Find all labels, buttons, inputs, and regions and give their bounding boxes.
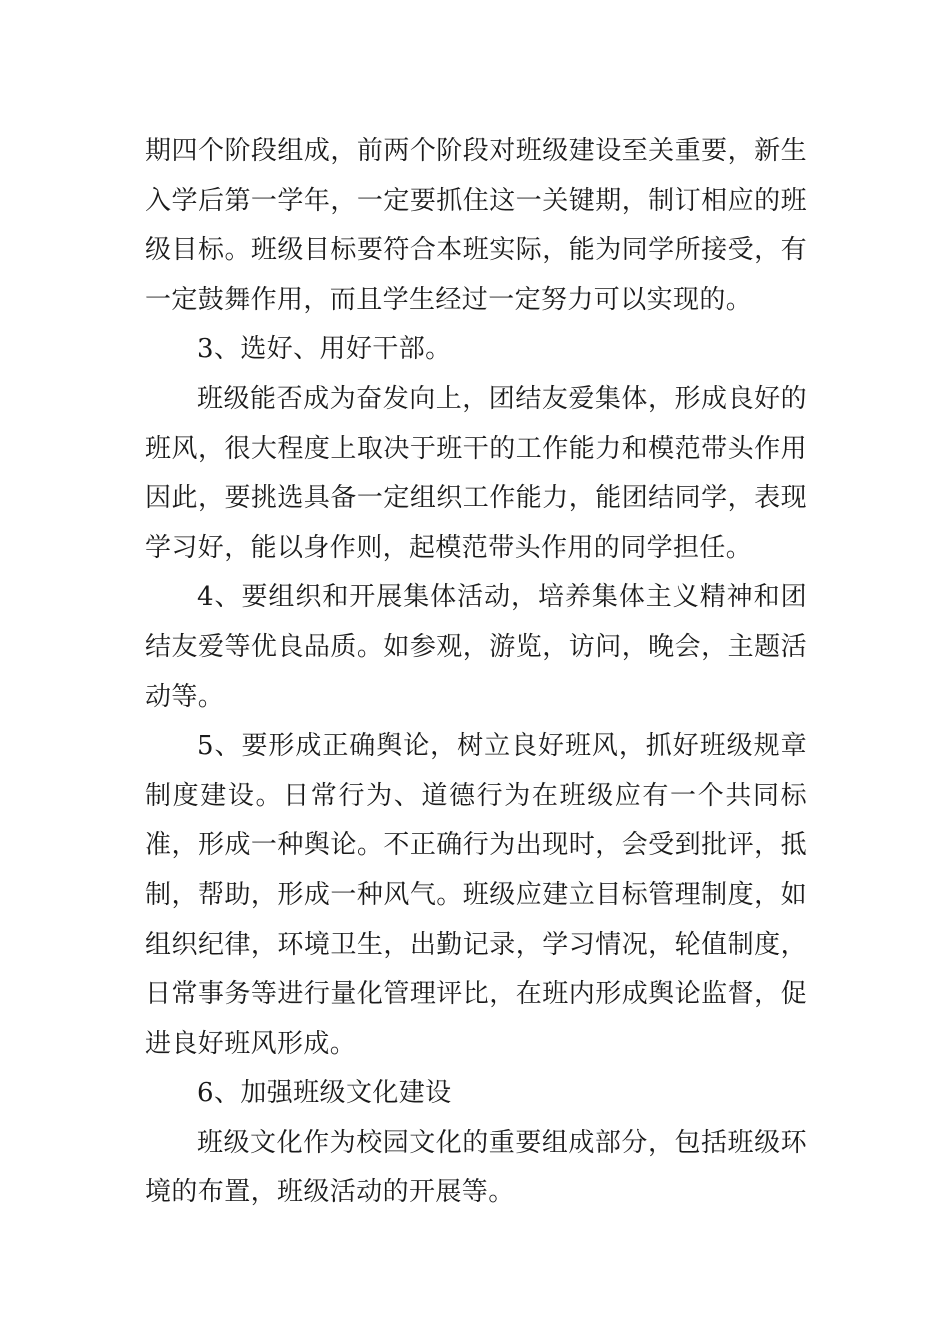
paragraph-class-rules: 5、要形成正确舆论，树立良好班风，抓好班级规章制度建设。日常行为、道德行为在班级应有一个共同标准，形成一种舆论。不正确行为出现时，会受到批评，抵制，帮助，形成一种风气。班级应建立目标管理制度，如组织纪律，环境卫生，出勤记录，学习情况，轮值制度，日常事务等进行量化管理评比，在班内形成舆论监督，促进良好班风形成。 (145, 731, 807, 1059)
heading-class-culture: 6、加强班级文化建设 (197, 1078, 452, 1109)
paragraph-cadre-selection: 班级能否成为奋发向上，团结友爱集体，形成良好的班风，很大程度上取决于班干的工作能力和模范带头作用因此，要挑选具备一定组织工作能力，能团结同学，表现学习好，能以身作则，起模范带头作用的同学担任。 (145, 383, 807, 563)
document-body (145, 127, 807, 1218)
paragraph-goal-continuation: 期四个阶段组成，前两个阶段对班级建设至关重要，新生入学后第一学年，一定要抓住这一关键期，制订相应的班级目标。班级目标要符合本班实际，能为同学所接受，有一定鼓舞作用，而且学生经过一定努力可以实现的。 (145, 136, 807, 315)
heading-cadre-selection: 3、选好、用好干部。 (197, 334, 452, 365)
paragraph-class-culture: 班级文化作为校园文化的重要组成部分，包括班级环境的布置，班级活动的开展等。 (145, 1127, 807, 1208)
paragraph-collective-activities: 4、要组织和开展集体活动，培养集体主义精神和团结友爱等优良品质。如参观，游览，访问，晚会，主题活动等。 (145, 582, 807, 712)
